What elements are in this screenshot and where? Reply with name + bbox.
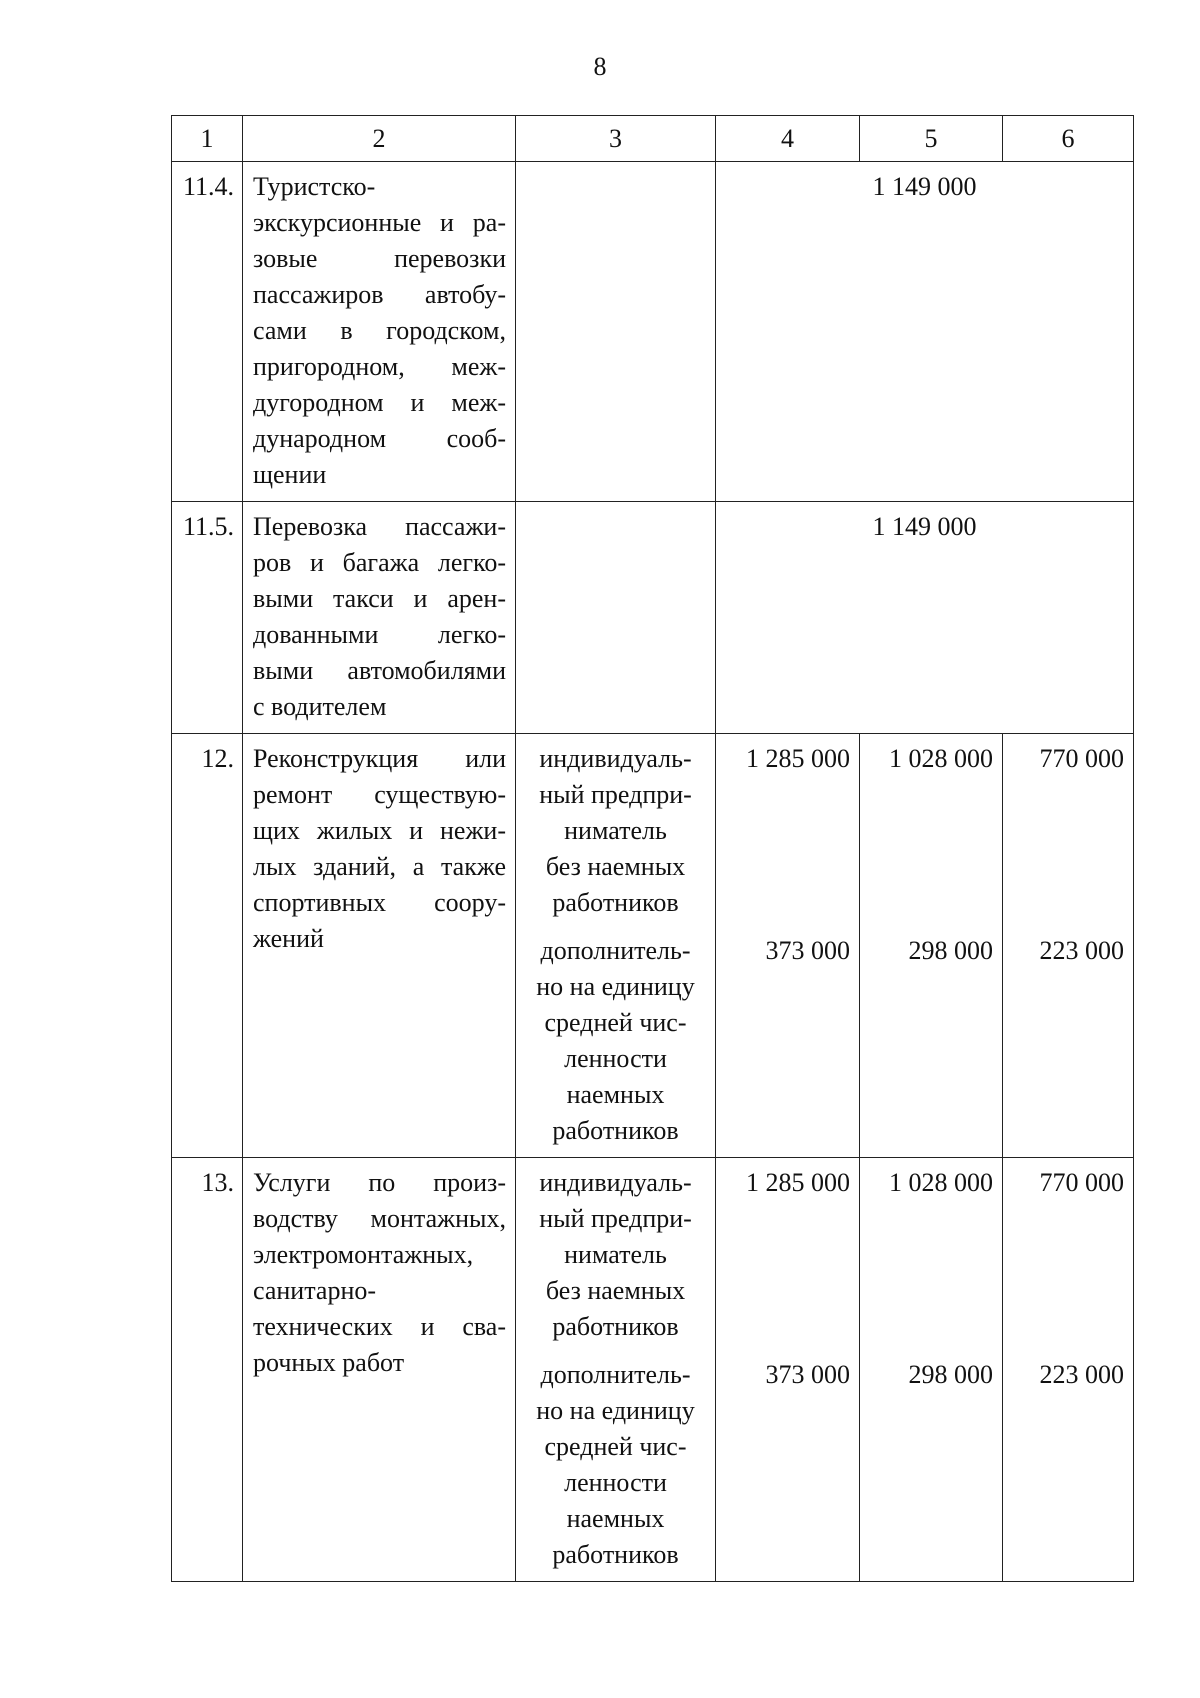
category-line: ниматель [564,816,667,845]
activity-name-line: лых зданий, а также [253,852,506,881]
category-per-employee [520,933,711,1149]
category-line: наемных [566,1504,665,1533]
value-cell-col4 [716,1158,860,1582]
activity-name-line: дународном сооб- [253,424,506,453]
activity-name [243,734,516,1158]
table-row [172,1158,1134,1582]
category-line: ленности [564,1044,667,1073]
category-cell [516,1158,716,1582]
category-sole-proprietor [520,1165,711,1345]
activity-name-line: сами в городском, [253,316,506,345]
rates-table [171,115,1134,1582]
category-line: но на единицу [536,972,695,1001]
category-line: работников [552,1540,679,1569]
activity-name-line: пассажиров автобу- [253,280,506,309]
value: 770 000 [1039,1168,1124,1197]
row-number: 12. [172,734,243,1158]
category-line: работников [552,888,679,917]
activity-name-line: зовые перевозки [253,244,506,273]
activity-name-line: технических и сва- [253,1312,506,1341]
value: 223 000 [1039,936,1124,965]
activity-name-line: Услуги по произ- [253,1168,506,1197]
value: 1 028 000 [889,1168,993,1197]
activity-name-line: Туристско- [253,172,376,201]
row-number: 11.4. [172,162,243,502]
value: 1 285 000 [746,1168,850,1197]
category-line: средней чис- [544,1432,687,1461]
category-line: дополнитель- [540,936,691,965]
row-number: 13. [172,1158,243,1582]
category-line: но на единицу [536,1396,695,1425]
activity-name-line: дованными легко- [253,620,506,649]
category-cell [516,734,716,1158]
category-line: средней чис- [544,1008,687,1037]
value: 298 000 [908,1360,993,1389]
category-sole-proprietor [520,741,711,921]
activity-name [243,162,516,502]
value: 1 028 000 [889,744,993,773]
category-line: ленности [564,1468,667,1497]
value-cell-col6 [1003,1158,1134,1582]
activity-name-line: экскурсионные и ра- [253,208,506,237]
category-line: работников [552,1312,679,1341]
category-line: ный предпри- [539,1204,692,1233]
category-line: индивидуаль- [539,744,692,773]
table-header-row [172,116,1134,162]
value: 223 000 [1039,1360,1124,1389]
value: 373 000 [765,1360,850,1389]
category-line: работников [552,1116,679,1145]
value-cell-col5 [860,1158,1003,1582]
category-line: ниматель [564,1240,667,1269]
category-line: без наемных [545,852,686,881]
value: 1 285 000 [746,744,850,773]
column-header: 4 [716,116,860,162]
activity-name-line: санитарно- [253,1276,377,1305]
activity-name-line: пригородном, меж- [253,352,506,381]
value: 298 000 [908,936,993,965]
table-row [172,734,1134,1158]
value-cell-col6 [1003,734,1134,1158]
activity-name-line: Перевозка пассажи- [253,512,506,541]
category-per-employee [520,1357,711,1573]
column-header: 5 [860,116,1003,162]
activity-name-line: ров и багажа легко- [253,548,506,577]
merged-value: 1 149 000 [716,162,1134,502]
activity-name-line: с водителем [253,692,387,721]
activity-name-line: щении [253,460,327,489]
category-line: наемных [566,1080,665,1109]
activity-name-line: рочных работ [253,1348,405,1377]
row-number: 11.5. [172,502,243,734]
activity-name-line: спортивных соору- [253,888,506,917]
activity-name-line: электромонтажных, [253,1240,474,1269]
column-header: 6 [1003,116,1134,162]
merged-value: 1 149 000 [716,502,1134,734]
category-cell [516,502,716,734]
activity-name-line: выми такси и арен- [253,584,506,613]
page-number: 8 [593,52,607,81]
activity-name-line: выми автомобилями [253,656,506,685]
activity-name-line: дугородном и меж- [253,388,506,417]
column-header: 1 [172,116,243,162]
value: 770 000 [1039,744,1124,773]
category-line: индивидуаль- [539,1168,692,1197]
activity-name-line: щих жилых и нежи- [253,816,506,845]
value-cell-col5 [860,734,1003,1158]
table-row [172,162,1134,502]
table-row [172,502,1134,734]
activity-name [243,1158,516,1582]
activity-name-line: ремонт существую- [253,780,506,809]
value: 373 000 [765,936,850,965]
category-line: дополнитель- [540,1360,691,1389]
activity-name-line: жений [253,924,324,953]
category-cell [516,162,716,502]
activity-name [243,502,516,734]
activity-name-line: водству монтажных, [253,1204,506,1233]
category-line: без наемных [545,1276,686,1305]
column-header: 2 [243,116,516,162]
activity-name-line: Реконструкция или [253,744,506,773]
column-header: 3 [516,116,716,162]
category-line: ный предпри- [539,780,692,809]
value-cell-col4 [716,734,860,1158]
